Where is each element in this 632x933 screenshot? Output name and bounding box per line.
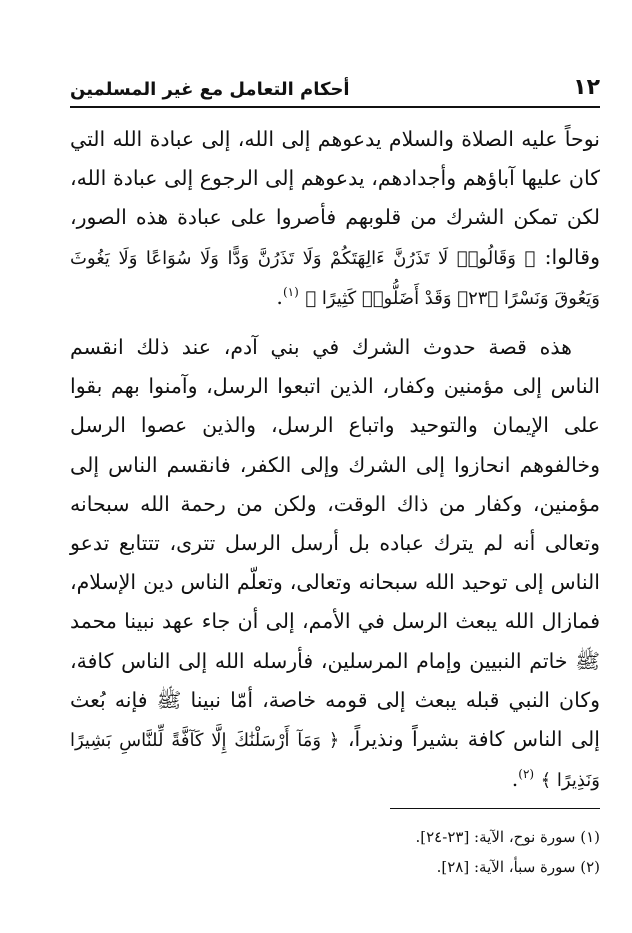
footnote-2: (٢) سورة سبأ، الآية: [٢٨]. bbox=[436, 858, 600, 876]
quran-verse-2: ﴿ وَمَآ أَرْسَلْنَٰكَ إِلَّا كَآفَّةً لِّلنَّاسِ بَشِيرًا وَنَذِيرًا ﴾ bbox=[70, 730, 600, 792]
paragraph-1-end: . bbox=[276, 284, 283, 309]
quran-verse-1: ﴿ وَقَالُوا۟ لَا تَذَرُنَّ ءَالِهَتَكُمْ وَلَا تَذَرُنَّ وَدًّا وَلَا سُوَاعًا وَلَا يَغُوثَ وَيَعُوقَ وَنَسْرًا ﴿٢٣﴾ وَقَدْ أَضَلُّوا۟ كَثِيرًا ﴾ bbox=[70, 247, 600, 309]
footnote-1: (١) سورة نوح، الآية: [٢٣-٢٤]. bbox=[415, 828, 600, 846]
footnote-ref-2: (٢) bbox=[518, 767, 535, 782]
running-title: أحكام التعامل مع غير المسلمين bbox=[70, 79, 350, 100]
paragraph-2-end: . bbox=[511, 767, 519, 792]
paragraph-1 bbox=[70, 120, 600, 318]
page-header bbox=[70, 60, 600, 108]
paragraph-1-text: نوحاً عليه الصلاة والسلام يدعوهم إلى الله، إلى عبادة الله التي كان عليها آباؤهم وأجدادهم، يدعوهم إلى الرجوع إلى عبادة الله، لكن تمكن الشرك من قلوبهم فأصروا على عبادة هذه الصور، وقالوا: bbox=[70, 127, 600, 269]
paragraph-2-text: هذه قصة حدوث الشرك في بني آدم، عند ذلك انقسم الناس إلى مؤمنين وكفار، الذين اتبعوا الرسل، وآمنوا بهم بقوا على الإيمان والتوحيد واتباع الرسل، والذين عصوا الرسل وخالفوهم انحازوا إلى الشرك وإلى الكفر، فانقسم الناس إلى مؤمنين، وكفار من ذاك الوقت، ولكن من رحمة الله سبحانه وتعالى أنه لم يترك عباده بل أرسل الرسل تترى، تتتابع تدعو الناس إلى توحيد الله سبحانه وتعالى، وتعلّم الناس دين الإسلام، فمازال الله يبعث الرسل في الأمم، إلى أن جاء عهد نبينا محمد ﷺ خاتم النبيين وإمام المرسلين، فأرسله الله إلى الناس كافة، وكان النبي قبله يبعث إلى قومه خاصة، أمّا نبينا ﷺ فإنه بُعث إلى الناس كافة بشيراً ونذيراً، bbox=[70, 335, 600, 752]
footnotes bbox=[70, 822, 600, 882]
page-number: ١٢ bbox=[573, 75, 600, 100]
footnote-ref-1: (١) bbox=[282, 284, 299, 299]
footnote-divider bbox=[390, 808, 600, 809]
paragraph-2 bbox=[70, 328, 600, 800]
main-text bbox=[70, 120, 600, 810]
